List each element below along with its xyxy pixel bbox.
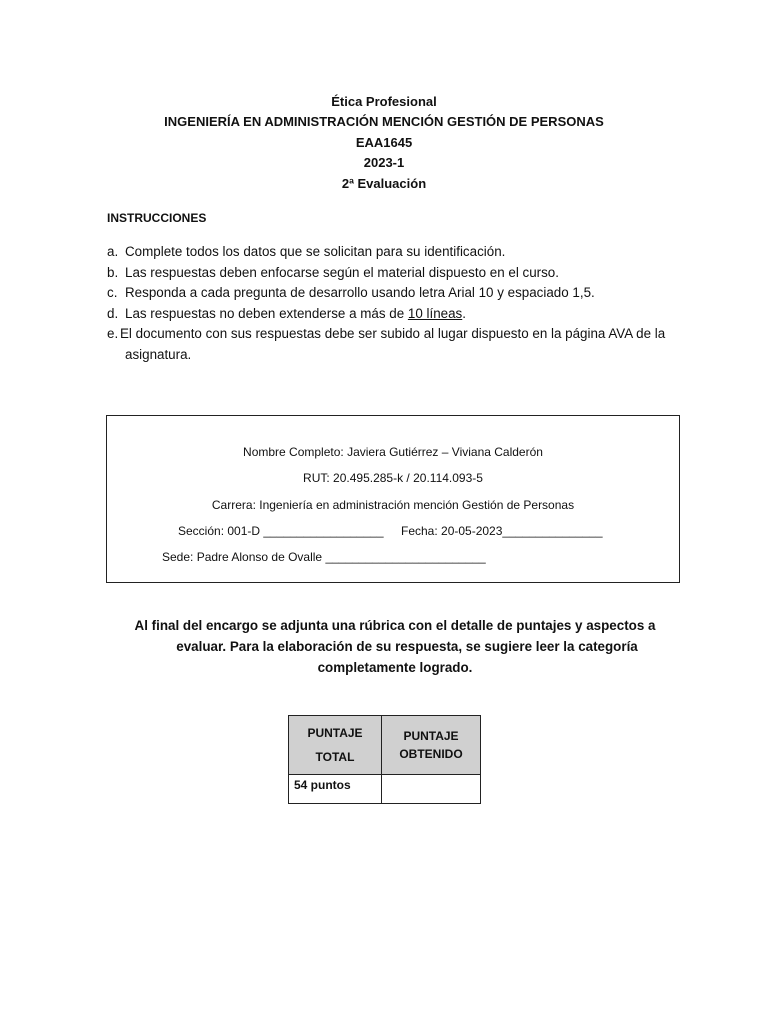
date-line: Fecha: 20-05-2023_______________ (401, 524, 603, 538)
rubric-note-line-2: evaluar. Para la elaboración de su respuesta, se sugiere leer la categoría (176, 639, 638, 654)
instructions-heading: INSTRUCCIONES (107, 211, 207, 225)
instruction-text: Responda a cada pregunta de desarrollo usando letra Arial 10 y espaciado 1,5. (125, 285, 595, 300)
instruction-marker: d. (107, 305, 119, 321)
instruction-marker: e. (107, 326, 119, 341)
full-name-line: Nombre Completo: Javiera Gutiérrez – Viviana Calderón (243, 445, 543, 459)
program-title: INGENIERÍA EN ADMINISTRACIÓN MENCIÓN GESTIÓN DE PERSONAS (164, 114, 604, 129)
instruction-marker: a. (107, 244, 119, 259)
instruction-text-end: . (462, 305, 466, 321)
instruction-marker: b. (107, 264, 119, 280)
academic-period: 2023-1 (363, 155, 405, 170)
rut-line: RUT: 20.495.285-k / 20.114.093-5 (303, 471, 483, 485)
header-text: OBTENIDO (399, 747, 463, 761)
course-title: Ética Profesional (331, 94, 437, 109)
identification-box (106, 415, 680, 583)
rubric-note-line-1: Al final del encargo se adjunta una rúbrica con el detalle de puntajes y aspectos a (134, 618, 656, 633)
header-text: TOTAL (315, 750, 355, 764)
campus-line: Sede: Padre Alonso de Ovalle ________________________ (162, 550, 486, 564)
obtained-score-header (382, 716, 481, 775)
instruction-item-a (107, 242, 697, 263)
instruction-item-c (107, 283, 697, 304)
evaluation-title: 2ª Evaluación (341, 176, 427, 191)
instruction-item-d (107, 304, 697, 325)
section-line: Sección: 001-D __________________ (178, 524, 384, 538)
total-score-cell: 54 puntos (289, 775, 382, 804)
score-table (288, 715, 481, 804)
instruction-underlined-text: 10 líneas (407, 305, 463, 321)
instruction-text: Las respuestas no deben extenderse a más de (125, 305, 408, 321)
header-text: PUNTAJE (307, 726, 363, 740)
instruction-text: Complete todos los datos que se solicitan para su identificación. (125, 244, 506, 259)
instruction-text: El documento con sus respuestas debe ser subido al lugar dispuesto en la página AVA de la (120, 326, 666, 341)
career-line: Carrera: Ingeniería en administración mención Gestión de Personas (211, 498, 575, 512)
instruction-text: Las respuestas deben enfocarse según el material dispuesto en el curso. (125, 264, 559, 280)
instruction-item-b (107, 263, 697, 284)
total-score-header (289, 716, 382, 775)
obtained-score-cell[interactable] (382, 775, 481, 804)
instruction-marker: c. (107, 285, 118, 300)
instruction-item-e (107, 324, 697, 365)
course-code: EAA1645 (355, 135, 413, 150)
header-text: PUNTAJE (403, 729, 459, 743)
instruction-text-continuation: asignatura. (125, 346, 192, 362)
rubric-note-line-3: completamente logrado. (317, 660, 473, 675)
instructions-list (107, 242, 697, 365)
